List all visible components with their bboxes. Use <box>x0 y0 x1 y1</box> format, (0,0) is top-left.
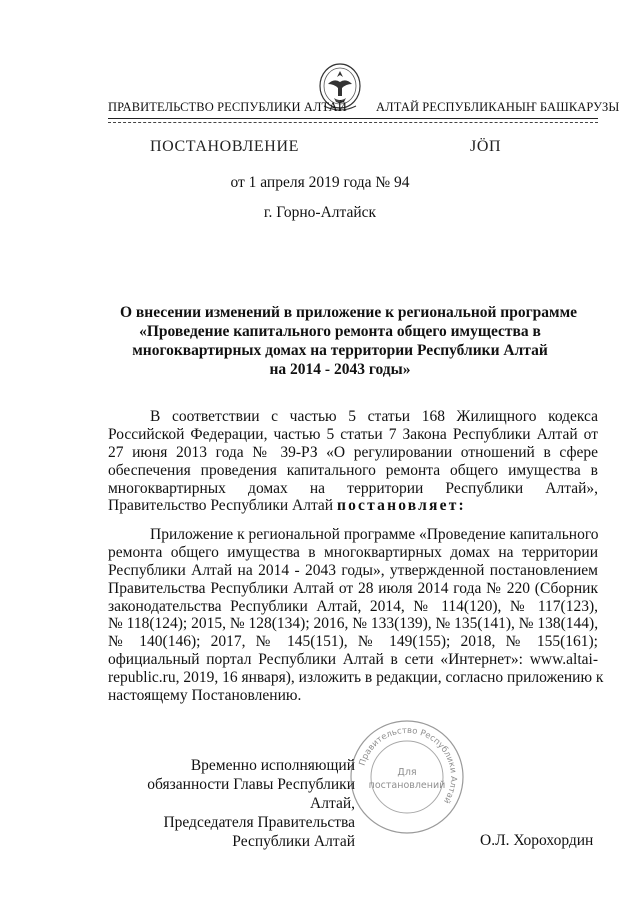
title-line: «Проведение капитального ремонта общего имущества в <box>139 323 541 340</box>
text-line: Приложение к региональной программе «Проведение капитального <box>150 526 599 543</box>
document-city: г. Горно-Алтайск <box>263 204 377 221</box>
text-line: Российской Федерации, частью 5 статьи 7 Закона Республики Алтай от <box>108 425 598 443</box>
title-line: О внесении изменений в приложение к региональной программе <box>120 304 578 321</box>
signature-line: Председателя Правительства <box>163 814 355 831</box>
text-line: republic.ru, 2019, 16 января), изложить в редакции, согласно приложению к <box>108 669 604 687</box>
header-rule <box>108 118 598 119</box>
document-date: от 1 апреля 2019 года № 94 <box>230 174 410 191</box>
preamble-last-text: Правительство Республики Алтай <box>108 497 337 515</box>
text-line: В соответствии с частью 5 статьи 168 Жилищного кодекса <box>150 408 598 425</box>
body-paragraph <box>108 526 604 705</box>
title-line: многоквартирных домах на территории Республики Алтай <box>132 342 548 359</box>
preamble-paragraph <box>108 408 598 515</box>
signature-line: обязанности Главы Республики Алтай, <box>147 776 355 812</box>
text-line: официальный портал Республики Алтай в сети «Интернет»: www.altai- <box>108 651 598 669</box>
text-line: многоквартирных домах на территории Республики Алтай», <box>108 479 598 497</box>
document-type-alt: ЈӦП <box>470 138 502 155</box>
stamp-center-line2: постановлений <box>368 780 446 791</box>
title-line: на 2014 - 2043 годы» <box>269 361 411 378</box>
text-line: обеспечения проведения капитального ремонта общего имущества в <box>108 461 598 479</box>
signer-name: О.Л. Хорохордин <box>480 832 594 849</box>
document-title <box>120 303 578 379</box>
text-line: законодательства Республики Алтай, 2014, № 114(120), № 117(123), <box>108 597 598 615</box>
text-line: настоящему Постановлению. <box>108 687 302 705</box>
stamp-ring-text: Правительство Республики Алтай <box>357 725 459 806</box>
signature-line: Временно исполняющий <box>190 757 355 774</box>
signature-line: Республики Алтай <box>232 833 355 850</box>
official-stamp <box>348 718 466 836</box>
resolves-word: постановляет: <box>336 497 466 515</box>
signature-position <box>100 756 355 851</box>
text-line <box>108 497 598 515</box>
text-line: ремонта общего имущества в многоквартирных домах на территории <box>108 543 598 561</box>
text-line: Правительства Республики Алтай от 28 июля 2014 года № 220 (Сборник <box>108 579 598 597</box>
government-name-ru: ПРАВИТЕЛЬСТВО РЕСПУБЛИКИ АЛТАЙ <box>108 100 347 114</box>
text-line: 27 июня 2013 года № 39-РЗ «О регулировании отношений в сфере <box>108 443 598 461</box>
text-line: № 140(146); 2017, № 145(151), № 149(155); 2018, № 155(161); <box>108 633 598 651</box>
text-line: № 118(124); 2015, № 128(134); 2016, № 133(139), № 135(141), № 138(144), <box>108 615 599 633</box>
document-type-ru: ПОСТАНОВЛЕНИЕ <box>150 138 299 155</box>
stamp-center-line1: Для <box>397 767 417 778</box>
header-rule-dashed <box>108 122 598 123</box>
text-line: Республики Алтай на 2014 - 2043 годы», утвержденной постановлением <box>108 561 598 579</box>
government-name-alt: АЛТАЙ РЕСПУБЛИКАНЫҤ БАШКАРУЗЫ <box>376 100 620 114</box>
